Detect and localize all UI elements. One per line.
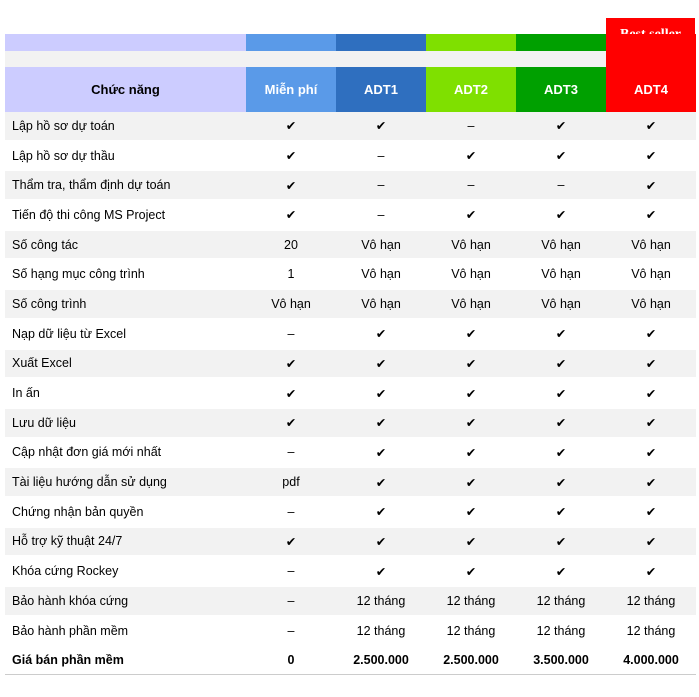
- feature-row: [5, 616, 696, 646]
- dash-icon: –: [336, 170, 426, 200]
- gap-cell: [516, 51, 606, 67]
- feature-value: pdf: [246, 467, 336, 497]
- check-icon: ✔: [606, 170, 696, 200]
- feature-label: Chứng nhận bản quyền: [5, 497, 246, 527]
- dash-icon: –: [246, 438, 336, 468]
- feature-row: [5, 527, 696, 557]
- check-icon: ✔: [336, 112, 426, 141]
- pricing-table: [5, 34, 696, 675]
- dash-icon: –: [246, 586, 336, 616]
- feature-label: Lập hồ sơ dự toán: [5, 112, 246, 141]
- check-icon: ✔: [246, 170, 336, 200]
- feature-label: Khóa cứng Rockey: [5, 556, 246, 586]
- feature-value: Vô hạn: [606, 289, 696, 319]
- feature-label: Giá bán phần mềm: [5, 645, 246, 674]
- check-icon: ✔: [516, 556, 606, 586]
- feature-value: 12 tháng: [606, 586, 696, 616]
- feature-row: [5, 200, 696, 230]
- feature-value: Vô hạn: [246, 289, 336, 319]
- dash-icon: –: [426, 170, 516, 200]
- dash-icon: –: [246, 319, 336, 349]
- check-icon: ✔: [246, 349, 336, 379]
- gap-cell: [606, 51, 696, 67]
- check-icon: ✔: [516, 408, 606, 438]
- check-icon: ✔: [336, 349, 426, 379]
- strip-gap: [5, 51, 696, 67]
- check-icon: ✔: [606, 349, 696, 379]
- header-row: [5, 67, 696, 112]
- feature-value: 1: [246, 259, 336, 289]
- feature-label: Tài liệu hướng dẫn sử dụng: [5, 467, 246, 497]
- feature-value: 12 tháng: [336, 616, 426, 646]
- check-icon: ✔: [516, 438, 606, 468]
- feature-value: 2.500.000: [336, 645, 426, 674]
- feature-label: Số công trình: [5, 289, 246, 319]
- header-feature: Chức năng: [5, 67, 246, 112]
- check-icon: ✔: [606, 378, 696, 408]
- feature-label: Lập hồ sơ dự thầu: [5, 141, 246, 171]
- header-plan-free: Miễn phí: [246, 67, 336, 112]
- check-icon: ✔: [516, 319, 606, 349]
- check-icon: ✔: [516, 378, 606, 408]
- header-plan-adt4: ADT4: [606, 67, 696, 112]
- feature-value: 12 tháng: [336, 586, 426, 616]
- check-icon: ✔: [606, 319, 696, 349]
- feature-row: [5, 556, 696, 586]
- gap-cell: [5, 51, 246, 67]
- feature-label: In ấn: [5, 378, 246, 408]
- feature-value: Vô hạn: [516, 259, 606, 289]
- feature-row: [5, 408, 696, 438]
- check-icon: ✔: [426, 319, 516, 349]
- check-icon: ✔: [606, 141, 696, 171]
- check-icon: ✔: [426, 497, 516, 527]
- feature-value: Vô hạn: [336, 259, 426, 289]
- gap-cell: [426, 51, 516, 67]
- feature-value: Vô hạn: [426, 289, 516, 319]
- check-icon: ✔: [246, 112, 336, 141]
- check-icon: ✔: [606, 527, 696, 557]
- check-icon: ✔: [426, 527, 516, 557]
- check-icon: ✔: [336, 467, 426, 497]
- check-icon: ✔: [606, 408, 696, 438]
- feature-row: [5, 319, 696, 349]
- dash-icon: –: [426, 112, 516, 141]
- feature-value: 2.500.000: [426, 645, 516, 674]
- header-plan-adt1: ADT1: [336, 67, 426, 112]
- strip-free: [246, 34, 336, 51]
- feature-row: [5, 141, 696, 171]
- strip-adt3: [516, 34, 606, 51]
- feature-row: [5, 497, 696, 527]
- check-icon: ✔: [516, 200, 606, 230]
- feature-label: Bảo hành khóa cứng: [5, 586, 246, 616]
- strip-adt2: [426, 34, 516, 51]
- feature-value: 3.500.000: [516, 645, 606, 674]
- check-icon: ✔: [336, 319, 426, 349]
- check-icon: ✔: [516, 112, 606, 141]
- check-icon: ✔: [426, 200, 516, 230]
- feature-value: Vô hạn: [606, 259, 696, 289]
- check-icon: ✔: [426, 141, 516, 171]
- strip-adt1: [336, 34, 426, 51]
- check-icon: ✔: [336, 438, 426, 468]
- check-icon: ✔: [426, 349, 516, 379]
- dash-icon: –: [246, 497, 336, 527]
- gap-cell: [246, 51, 336, 67]
- check-icon: ✔: [246, 378, 336, 408]
- check-icon: ✔: [516, 349, 606, 379]
- check-icon: ✔: [426, 408, 516, 438]
- check-icon: ✔: [336, 497, 426, 527]
- strip-feature: [5, 34, 246, 51]
- check-icon: ✔: [246, 200, 336, 230]
- feature-label: Cập nhật đơn giá mới nhất: [5, 438, 246, 468]
- feature-value: 20: [246, 230, 336, 260]
- feature-label: Hỗ trợ kỹ thuật 24/7: [5, 527, 246, 557]
- feature-label: Số hạng mục công trình: [5, 259, 246, 289]
- check-icon: ✔: [606, 467, 696, 497]
- check-icon: ✔: [246, 527, 336, 557]
- check-icon: ✔: [336, 556, 426, 586]
- gap-cell: [336, 51, 426, 67]
- dash-icon: –: [246, 616, 336, 646]
- check-icon: ✔: [606, 497, 696, 527]
- dash-icon: –: [246, 556, 336, 586]
- check-icon: ✔: [606, 556, 696, 586]
- dash-icon: –: [336, 141, 426, 171]
- feature-value: Vô hạn: [336, 289, 426, 319]
- feature-row: [5, 112, 696, 141]
- dash-icon: –: [516, 170, 606, 200]
- feature-value: Vô hạn: [336, 230, 426, 260]
- header-plan-adt2: ADT2: [426, 67, 516, 112]
- check-icon: ✔: [246, 141, 336, 171]
- feature-value: 12 tháng: [426, 586, 516, 616]
- feature-value: 4.000.000: [606, 645, 696, 674]
- strip-adt4: [606, 34, 696, 51]
- check-icon: ✔: [426, 556, 516, 586]
- check-icon: ✔: [606, 200, 696, 230]
- feature-row: [5, 467, 696, 497]
- feature-value: 0: [246, 645, 336, 674]
- feature-row: [5, 438, 696, 468]
- feature-label: Thẩm tra, thẩm định dự toán: [5, 170, 246, 200]
- color-strip: [5, 34, 696, 51]
- feature-label: Tiến độ thi công MS Project: [5, 200, 246, 230]
- feature-value: 12 tháng: [426, 616, 516, 646]
- feature-row: [5, 170, 696, 200]
- header-plan-adt3: ADT3: [516, 67, 606, 112]
- feature-label: Số công tác: [5, 230, 246, 260]
- feature-label: Nạp dữ liệu từ Excel: [5, 319, 246, 349]
- feature-row: [5, 289, 696, 319]
- check-icon: ✔: [336, 527, 426, 557]
- feature-label: Xuất Excel: [5, 349, 246, 379]
- feature-value: Vô hạn: [426, 230, 516, 260]
- feature-row: [5, 230, 696, 260]
- feature-row: [5, 586, 696, 616]
- check-icon: ✔: [426, 467, 516, 497]
- feature-value: Vô hạn: [516, 289, 606, 319]
- feature-value: 12 tháng: [516, 616, 606, 646]
- feature-value: 12 tháng: [606, 616, 696, 646]
- check-icon: ✔: [426, 438, 516, 468]
- check-icon: ✔: [606, 112, 696, 141]
- feature-value: Vô hạn: [516, 230, 606, 260]
- feature-label: Lưu dữ liệu: [5, 408, 246, 438]
- feature-value: Vô hạn: [426, 259, 516, 289]
- feature-value: 12 tháng: [516, 586, 606, 616]
- feature-row: [5, 259, 696, 289]
- check-icon: ✔: [516, 497, 606, 527]
- check-icon: ✔: [246, 408, 336, 438]
- feature-row: [5, 378, 696, 408]
- feature-label: Bảo hành phần mềm: [5, 616, 246, 646]
- check-icon: ✔: [336, 408, 426, 438]
- price-row: [5, 645, 696, 674]
- feature-row: [5, 349, 696, 379]
- dash-icon: –: [336, 200, 426, 230]
- check-icon: ✔: [516, 141, 606, 171]
- check-icon: ✔: [516, 527, 606, 557]
- check-icon: ✔: [336, 378, 426, 408]
- check-icon: ✔: [606, 438, 696, 468]
- check-icon: ✔: [516, 467, 606, 497]
- feature-value: Vô hạn: [606, 230, 696, 260]
- check-icon: ✔: [426, 378, 516, 408]
